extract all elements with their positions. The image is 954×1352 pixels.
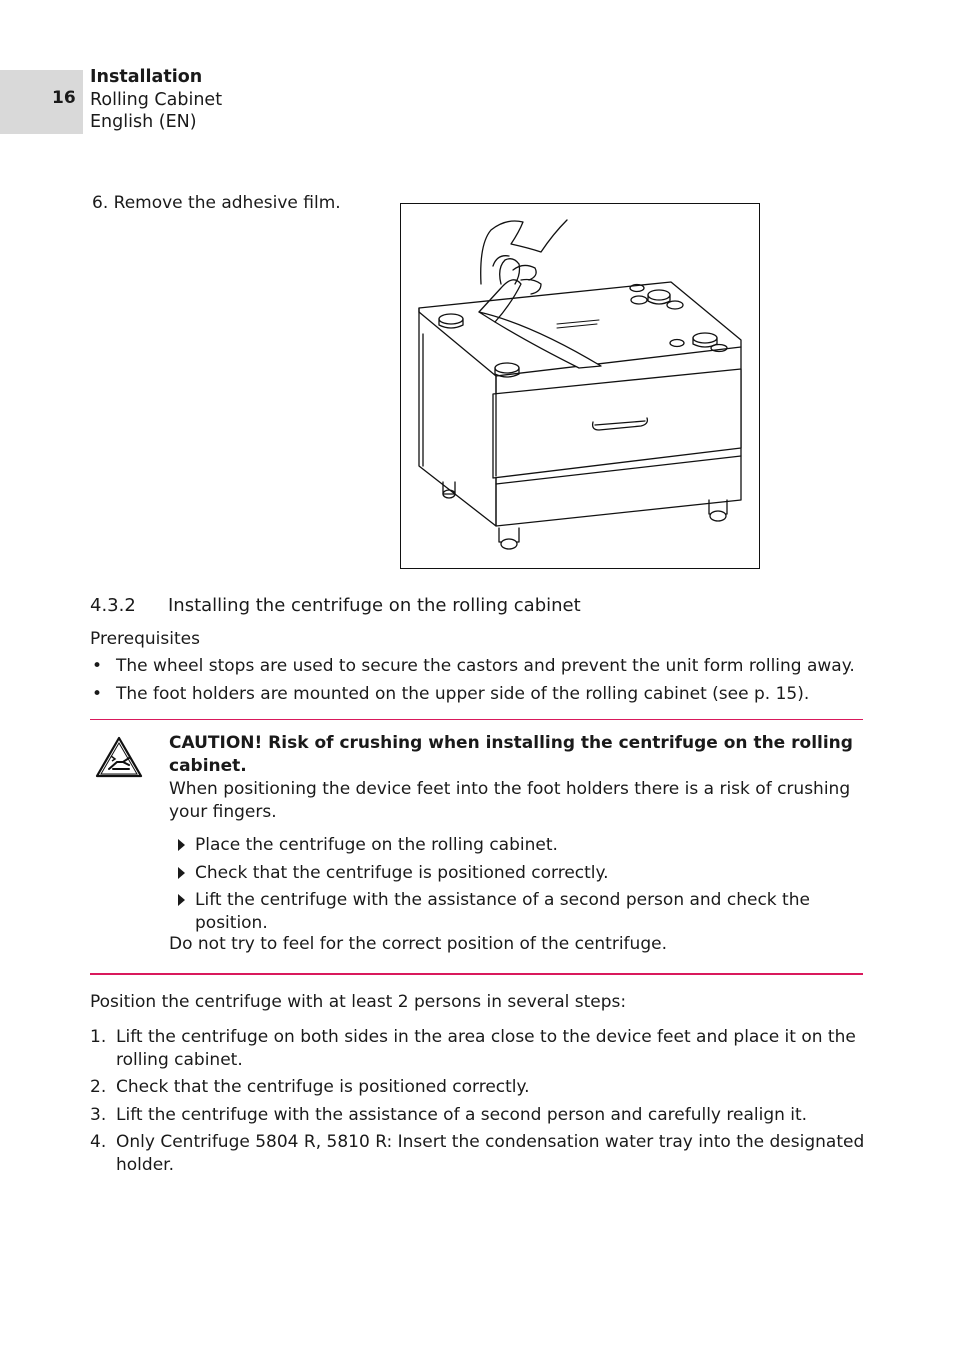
caution-action-list <box>169 834 859 939</box>
header-subtitle: Rolling Cabinet <box>90 89 223 110</box>
procedure-steps <box>90 1026 865 1181</box>
procedure-intro: Position the centrifuge with at least 2 persons in several steps: <box>90 992 627 1012</box>
header-language: English (EN) <box>90 112 197 132</box>
list-item: 1. Lift the centrifuge on both sides in the area close to the device feet and place it on the rolling cabinet. <box>90 1027 856 1070</box>
list-item: Lift the centrifuge with the assistance of a second person and check the position. <box>169 889 859 934</box>
caution-note: Do not try to feel for the correct position of the centrifuge. <box>169 934 667 954</box>
step-6 <box>92 193 341 213</box>
caution-top-rule <box>90 719 863 720</box>
prerequisites-list <box>90 656 855 712</box>
list-item: • The foot holders are mounted on the upper side of the rolling cabinet (see p. 15). <box>92 684 810 704</box>
rolling-cabinet-drawing <box>401 204 759 568</box>
section-heading <box>90 595 581 616</box>
cabinet-illustration <box>400 203 760 569</box>
caution-text: When positioning the device feet into the foot holders there is a risk of crushing your fingers. <box>169 779 851 822</box>
arrow-right-icon <box>178 867 185 879</box>
arrow-right-icon <box>178 894 185 906</box>
section-number: 4.3.2 <box>90 595 136 616</box>
page-number: 16 <box>52 88 76 108</box>
step-6-text: Remove the adhesive film. <box>113 193 341 213</box>
running-header <box>90 66 222 134</box>
list-item: • The wheel stops are used to secure the castors and prevent the unit form rolling away. <box>92 656 855 676</box>
arrow-right-icon <box>178 839 185 851</box>
caution-title: CAUTION! Risk of crushing when installing the centrifuge on the rolling cabinet. <box>169 733 853 776</box>
list-item: Check that the centrifuge is positioned correctly. <box>169 862 859 885</box>
prerequisites-label: Prerequisites <box>90 629 200 649</box>
list-item: Place the centrifuge on the rolling cabinet. <box>169 834 859 857</box>
header-title: Installation <box>90 67 203 87</box>
step-6-number: 6. <box>92 193 109 213</box>
list-item: 2. Check that the centrifuge is positioned correctly. <box>90 1077 530 1097</box>
crushing-hazard-icon <box>95 736 143 778</box>
caution-bottom-rule <box>90 973 863 975</box>
section-title: Installing the centrifuge on the rolling cabinet <box>168 595 581 616</box>
list-item: 4. Only Centrifuge 5804 R, 5810 R: Insert the condensation water tray into the designated holder. <box>90 1132 865 1175</box>
list-item: 3. Lift the centrifuge with the assistance of a second person and carefully realign it. <box>90 1104 808 1125</box>
